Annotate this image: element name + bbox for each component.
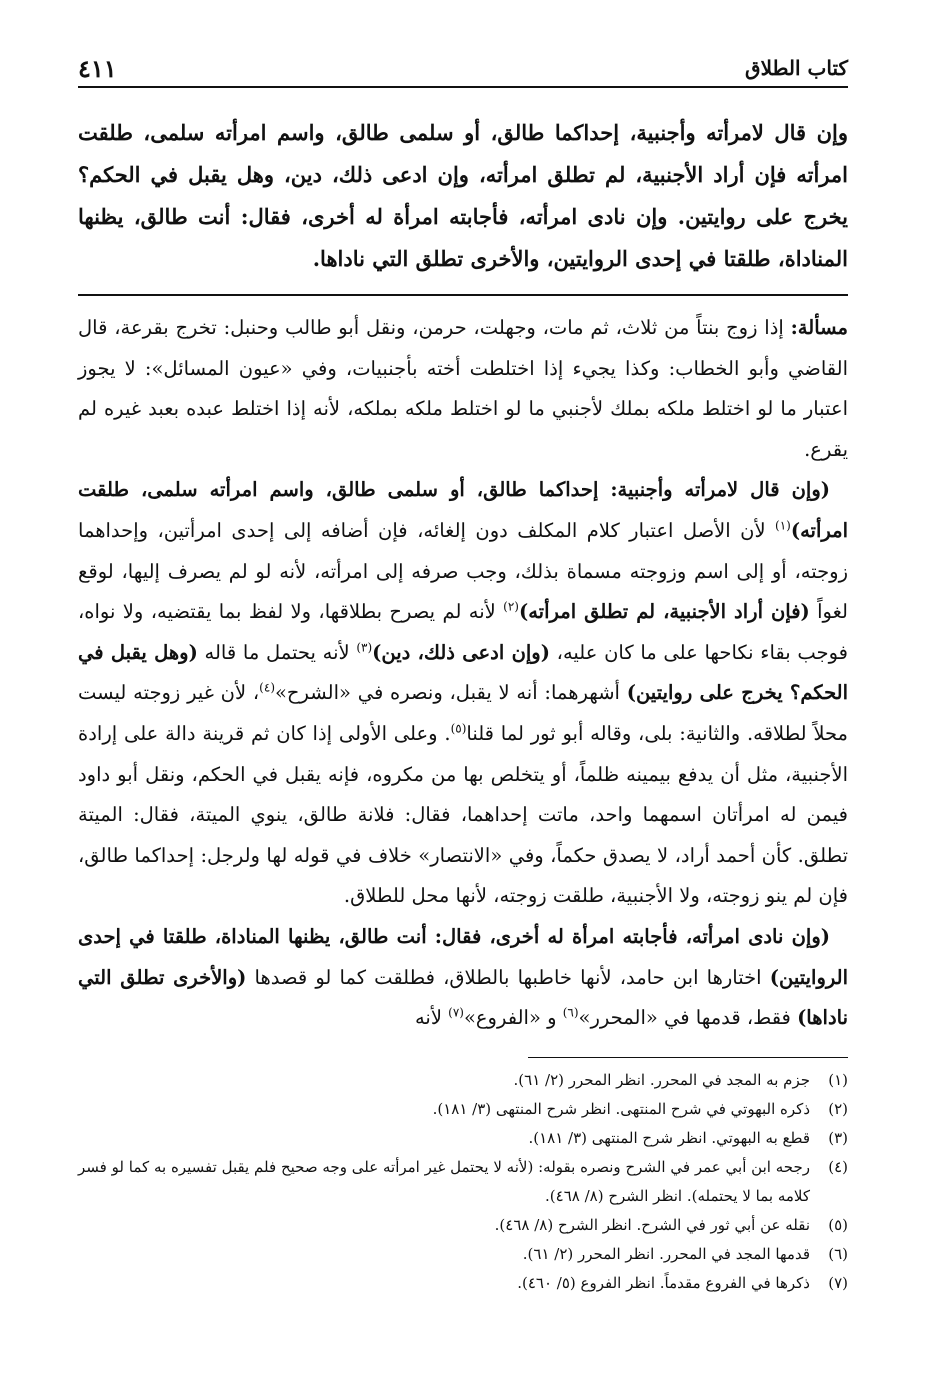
matn-quote: (وهل يقبل في الحكم؟ يخرج على روايتين) — [78, 640, 849, 705]
footnote — [78, 1095, 848, 1124]
page-number: ٤١١ — [78, 54, 127, 83]
sharh-paragraph — [78, 470, 848, 917]
matn-quote: (وإن قال لامرأته وأجنبية: إحداكما طالق، أو سلمى طالق، واسم امرأته سلمى، طلقت امرأته) — [78, 478, 848, 542]
sharh-text: لأنه — [414, 1006, 449, 1030]
matn-separator — [78, 294, 848, 296]
footnote-text: قدمها المجد في المحرر. انظر المحرر (٢/ ٦١). — [522, 1244, 810, 1263]
sharh-text: لأنه يحتمل ما قاله — [197, 640, 357, 664]
sharh-text: لأنه لم يصرح بطلاقها، ولا لفظ بما يقتضيه، ولا نواه، فوجب بقاء نكاحها على ما كان عليه، — [78, 600, 849, 664]
sharh-text: اختارها ابن حامد، لأنها خاطبها بالطلاق، فطلقت كما لو قصدها — [246, 965, 770, 989]
running-header — [78, 56, 848, 88]
footnote-number: (٦) — [828, 1244, 848, 1263]
footnote — [78, 1211, 848, 1240]
footnote-number: (٣) — [828, 1128, 848, 1147]
sharh-text: و «الفروع» — [463, 1006, 563, 1030]
footnote-number: (٤) — [828, 1157, 848, 1176]
masala-label: مسألة: — [790, 316, 848, 339]
footnotes — [78, 1066, 848, 1298]
sharh-commentary — [78, 308, 848, 1039]
book-page — [78, 50, 848, 1330]
matn-text: وإن قال لامرأته وأجنبية، إحداكما طالق، أو سلمى طالق، واسم امرأته سلمى، طلقت امرأته فإن أراد الأجنبية، لم تطلق امرأته، وإن ادعى ذلك، دين، وهل يقبل في الحكم؟ يخرج على روايتين. وإن نادى امرأته، فأجابته امرأة له أخرى، فقال: أنت طالق، يظنها المناداة، طلقتا في إحدى الروايتين، والأخرى تطلق التي ناداها. — [78, 120, 848, 271]
footnote-ref: (٦) — [562, 1005, 579, 1020]
footnote-text: جزم به المجد في المحرر. انظر المحرر (٢/ ٦١). — [513, 1070, 810, 1089]
matn-quote: (وإن ادعى ذلك، دين) — [372, 640, 550, 664]
matn-quote: (فإن أراد الأجنبية، لم تطلق امرأته) — [518, 600, 810, 624]
footnote-separator — [528, 1057, 848, 1058]
footnote-text: قطع به البهوتي. انظر شرح المنتهى (٣/ ١٨١). — [528, 1128, 810, 1147]
matn-quote: (والأخرى تطلق التي ناداها) — [78, 965, 848, 1030]
footnote-ref: (١) — [775, 518, 791, 533]
footnote — [78, 1153, 848, 1211]
footnote-ref: (٤) — [259, 680, 275, 695]
footnote-ref: (٧) — [448, 1005, 464, 1020]
footnote — [78, 1124, 848, 1153]
matn-quote: (وإن نادى امرأته، فأجابته امرأة له أخرى، فقال: أنت طالق، يظنها المناداة، طلقتا في إحدى الروايتين) — [78, 924, 848, 989]
footnote — [78, 1269, 848, 1298]
footnote-ref: (٣) — [356, 640, 373, 655]
sharh-paragraph — [78, 917, 848, 1039]
footnote — [78, 1066, 848, 1095]
footnote-text: نقله عن أبي ثور في الشرح. انظر الشرح (٨/ ٤٦٨). — [494, 1215, 810, 1234]
sharh-text: فقط، قدمها في «المحرر» — [578, 1006, 798, 1030]
footnote-ref: (٢) — [503, 599, 519, 614]
sharh-text: أشهرهما: أنه لا يقبل، ونصره في «الشرح» — [275, 681, 627, 705]
sharh-text: إذا زوج بنتاً من ثلاث، ثم مات، وجهلت، حرمن، ونقل أبو طالب وحنبل: تخرج بقرعة، قال القاضي وأبو الخطاب: وكذا يجيء إذا اختلطت أخته بأجنبيات، وفي «عيون المسائل»: لا يجوز اعتبار ما لو اختلط ملكه بملك لأجنبي ما لو اختلط ملكه بملكه، لأنه إذا اختلط عبده بعبد غيره لم يقرع. — [78, 316, 848, 461]
footnote-text: رجحه ابن أبي عمر في الشرح ونصره بقوله: (لأنه لا يحتمل غير امرأته على وجه صحيح فلم يقبل تفسيره به كما لو فسر كلامه بما لا يحتمله). انظر الشرح (٨/ ٤٦٨). — [78, 1157, 810, 1205]
footnote-number: (١) — [828, 1070, 848, 1089]
running-title: كتاب الطلاق — [735, 56, 848, 80]
sharh-paragraph — [78, 308, 848, 470]
footnote-ref: (٥) — [450, 721, 467, 736]
footnote-number: (٢) — [828, 1099, 848, 1118]
footnote-number: (٥) — [828, 1215, 848, 1234]
footnote-number: (٧) — [828, 1273, 848, 1292]
sharh-text: . وعلى الأولى إذا كان ثم قرينة دالة على إرادة الأجنبية، مثل أن يدفع بيمينه ظلماً، أو يتخلص بها من مكروه، فإنه يقبل في الحكم، ونقل أبو داود فيمن له امرأتان اسمهما واحد، ماتت إحداهما، فقال: فلانة طالق، ينوي الميتة، فقال: الميتة تطلق. كأن أحمد أراد، لا يصدق حكماً، وفي «الانتصار» خلاف في قوله لها ولرجل: إحداكما طالق، فإن لم ينو زوجته، ولا الأجنبية، طلقت زوجته، لأنها محل للطلاق. — [78, 721, 848, 908]
sharh-text: ، لأن غير زوجته ليست محلاً لطلاقه. والثانية: بلى، وقاله أبو ثور لما قلنا — [78, 681, 848, 745]
footnote-text: ذكرها في الفروع مقدماً. انظر الفروع (٥/ ٤٦٠). — [517, 1273, 810, 1292]
sharh-text: لأن الأصل اعتبار كلام المكلف دون إلغائه، فإن أضافه إلى إحدى امرأتين، وإحداهما زوجته، أو إلى اسم وزوجته مسماة بذلك، وجب صرفه إلى امرأته، لأنه لو لم يصرف إليها، لوقع لغواً — [78, 518, 848, 624]
footnote — [78, 1240, 848, 1269]
footnote-text: ذكره البهوتي في شرح المنتهى. انظر شرح المنتهى (٣/ ١٨١). — [432, 1099, 810, 1118]
